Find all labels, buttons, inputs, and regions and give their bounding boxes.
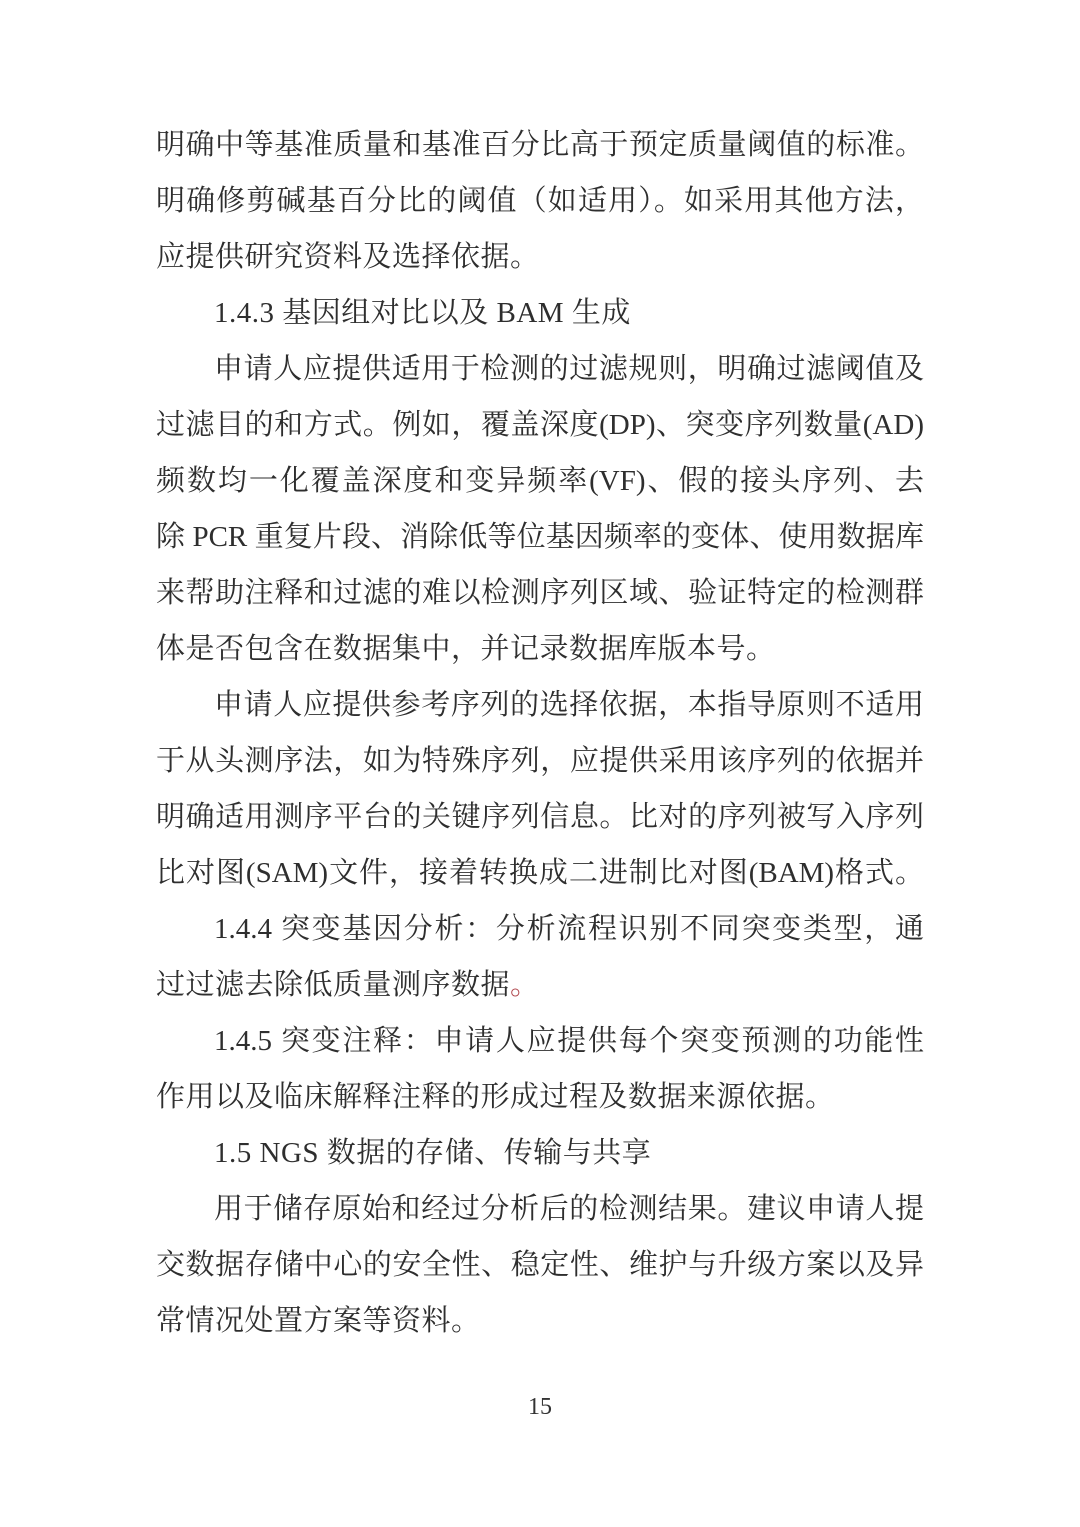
paragraph-line: 明确中等基准质量和基准百分比高于预定质量阈值的标准。 xyxy=(156,129,924,161)
paragraph-line: 体是否包含在数据集中，并记录数据库版本号。 xyxy=(156,633,776,665)
page-number: 15 xyxy=(528,1394,552,1420)
paragraph-line: 申请人应提供适用于检测的过滤规则，明确过滤阈值及 xyxy=(214,353,924,385)
paragraph-line: 来帮助注释和过滤的难以检测序列区域、验证特定的检测群 xyxy=(156,577,924,609)
red-full-stop: 。 xyxy=(510,969,540,1001)
paragraph-line: 明确修剪碱基百分比的阈值（如适用）。如采用其他方法， xyxy=(156,185,924,217)
heading-1-5: 1.5 NGS 数据的存储、传输与共享 xyxy=(214,1137,652,1169)
paragraph-line: 除 PCR 重复片段、消除低等位基因频率的变体、使用数据库 xyxy=(156,521,924,553)
heading-1-4-5-line: 1.4.5 突变注释：申请人应提供每个突变预测的功能性 xyxy=(214,1025,924,1057)
paragraph-line: 交数据存储中心的安全性、稳定性、维护与升级方案以及异 xyxy=(156,1249,924,1281)
paragraph-line: 申请人应提供参考序列的选择依据，本指导原则不适用 xyxy=(214,689,924,721)
paragraph-line: 用于储存原始和经过分析后的检测结果。建议申请人提 xyxy=(214,1193,924,1225)
paragraph-line: 常情况处置方案等资料。 xyxy=(156,1305,481,1337)
paragraph-line xyxy=(156,957,924,1013)
paragraph-line: 应提供研究资料及选择依据。 xyxy=(156,241,540,273)
heading-1-4-3: 1.4.3 基因组对比以及 BAM 生成 xyxy=(214,297,631,329)
paragraph-line: 作用以及临床解释注释的形成过程及数据来源依据。 xyxy=(156,1081,835,1113)
paragraph-line: 过滤目的和方式。例如，覆盖深度(DP)、突变序列数量(AD) xyxy=(156,409,924,441)
heading-1-4-4-line: 1.4.4 突变基因分析：分析流程识别不同突变类型，通 xyxy=(214,913,924,945)
paragraph-line-text: 过过滤去除低质量测序数据 xyxy=(156,969,511,1001)
paragraph-line: 频数均一化覆盖深度和变异频率(VF)、假的接头序列、去 xyxy=(156,465,924,497)
paragraph-line: 于从头测序法，如为特殊序列，应提供采用该序列的依据并 xyxy=(156,745,924,777)
paragraph-line: 比对图(SAM)文件，接着转换成二进制比对图(BAM)格式。 xyxy=(156,857,924,889)
paragraph-line: 明确适用测序平台的关键序列信息。比对的序列被写入序列 xyxy=(156,801,924,833)
